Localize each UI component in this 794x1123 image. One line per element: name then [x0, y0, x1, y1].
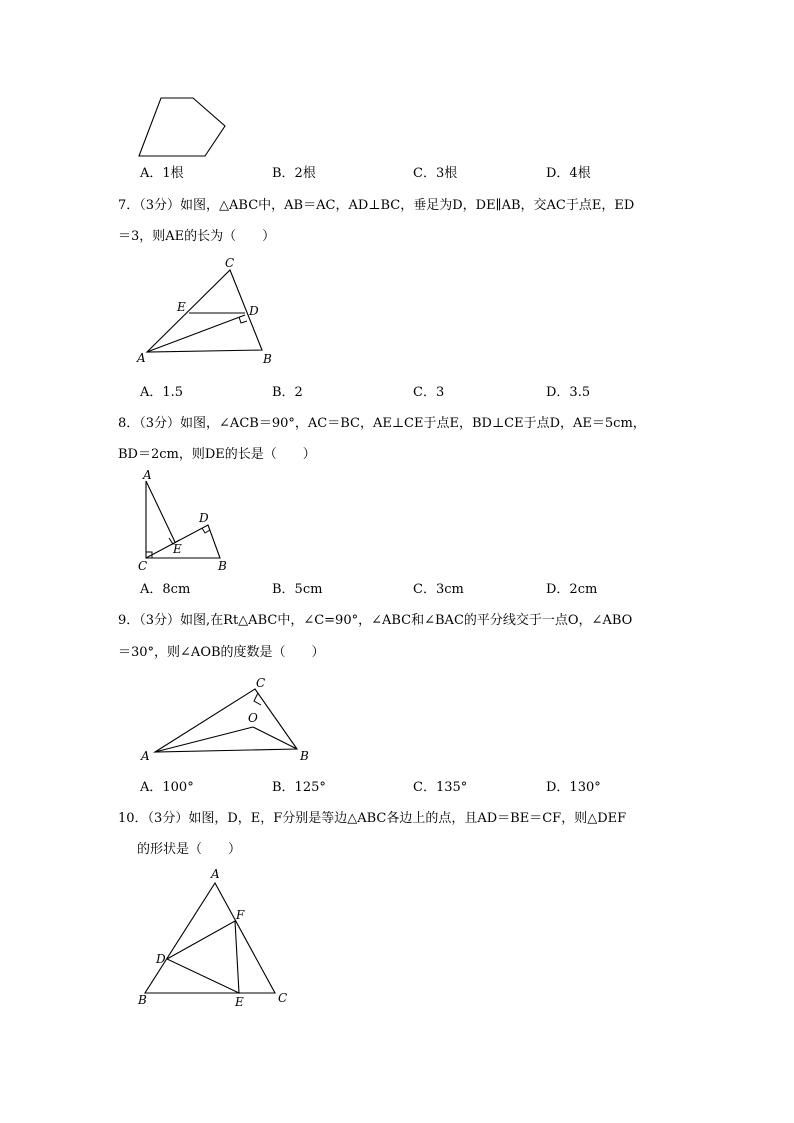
q8-label-e: E: [173, 542, 182, 556]
q10-label-e: E: [235, 995, 244, 1009]
q9-question-line1: 9．（3分）如图,在Rt△ABC中，∠C=90°，∠ABC和∠BAC的平分线交于一点O，∠ABO: [118, 613, 633, 628]
q7-label-c: C: [225, 256, 235, 270]
q10-label-f: F: [236, 908, 245, 922]
q7-label-a: A: [137, 351, 146, 365]
q6-option-c: C．3根: [413, 166, 458, 181]
q9-triangle-figure: [135, 672, 315, 767]
q9-option-c: C．135°: [413, 780, 468, 795]
q8-label-c: C: [138, 559, 148, 573]
q9-label-b: B: [300, 749, 309, 763]
q9-label-c: C: [256, 676, 266, 690]
q10-question-line1: 10．（3分）如图，D，E，F分别是等边△ABC各边上的点，且AD＝BE＝CF，则△DEF: [118, 811, 627, 826]
q6-pentagon-figure: [135, 94, 235, 164]
q8-question-line1: 8．（3分）如图，∠ACB＝90°，AC＝BC，AE⊥CE于点E，BD⊥CE于点D，AE＝5cm，: [118, 416, 646, 431]
q9-question-line2: ＝30°，则∠AOB的度数是（ ）: [118, 645, 325, 660]
q10-label-a: A: [211, 867, 220, 881]
q7-option-a: A．1.5: [140, 385, 184, 400]
q7-option-c: C．3: [413, 385, 445, 400]
q8-triangle-figure: [135, 468, 245, 578]
q7-label-b: B: [263, 352, 272, 366]
q7-label-d: D: [249, 304, 259, 318]
q7-triangle-figure: [135, 255, 295, 375]
q9-option-d: D．130°: [546, 780, 601, 795]
q10-label-d: D: [156, 952, 166, 966]
q7-label-e: E: [177, 300, 186, 314]
q7-question-line2: ＝3，则AE的长为（ ）: [118, 229, 276, 244]
q10-label-b: B: [138, 993, 147, 1007]
q8-option-c: C．3cm: [413, 582, 464, 597]
q7-question-line1: 7．（3分）如图，△ABC中，AB＝AC，AD⊥BC，垂足为D，DE∥AB，交AC于点E，ED: [118, 198, 635, 213]
q8-option-a: A．8cm: [140, 582, 191, 597]
q6-option-d: D．4根: [546, 166, 591, 181]
q10-label-c: C: [278, 991, 288, 1005]
q9-option-b: B．125°: [272, 780, 326, 795]
q7-option-d: D．3.5: [546, 385, 591, 400]
q8-option-d: D．2cm: [546, 582, 598, 597]
q8-label-d: D: [199, 511, 209, 525]
q8-option-b: B．5cm: [272, 582, 323, 597]
q6-option-a: A．1根: [140, 166, 184, 181]
q9-option-a: A．100°: [140, 780, 194, 795]
q8-label-b: B: [218, 559, 227, 573]
q7-option-b: B．2: [272, 385, 303, 400]
q9-label-o: O: [248, 711, 258, 725]
q9-label-a: A: [141, 749, 150, 763]
q6-option-b: B．2根: [272, 166, 316, 181]
q8-label-a: A: [143, 468, 152, 482]
q10-equilateral-figure: [135, 866, 305, 1011]
q8-question-line2: BD＝2cm，则DE的长是（ ）: [118, 447, 316, 462]
q10-question-line2: 的形状是（ ）: [137, 842, 242, 857]
